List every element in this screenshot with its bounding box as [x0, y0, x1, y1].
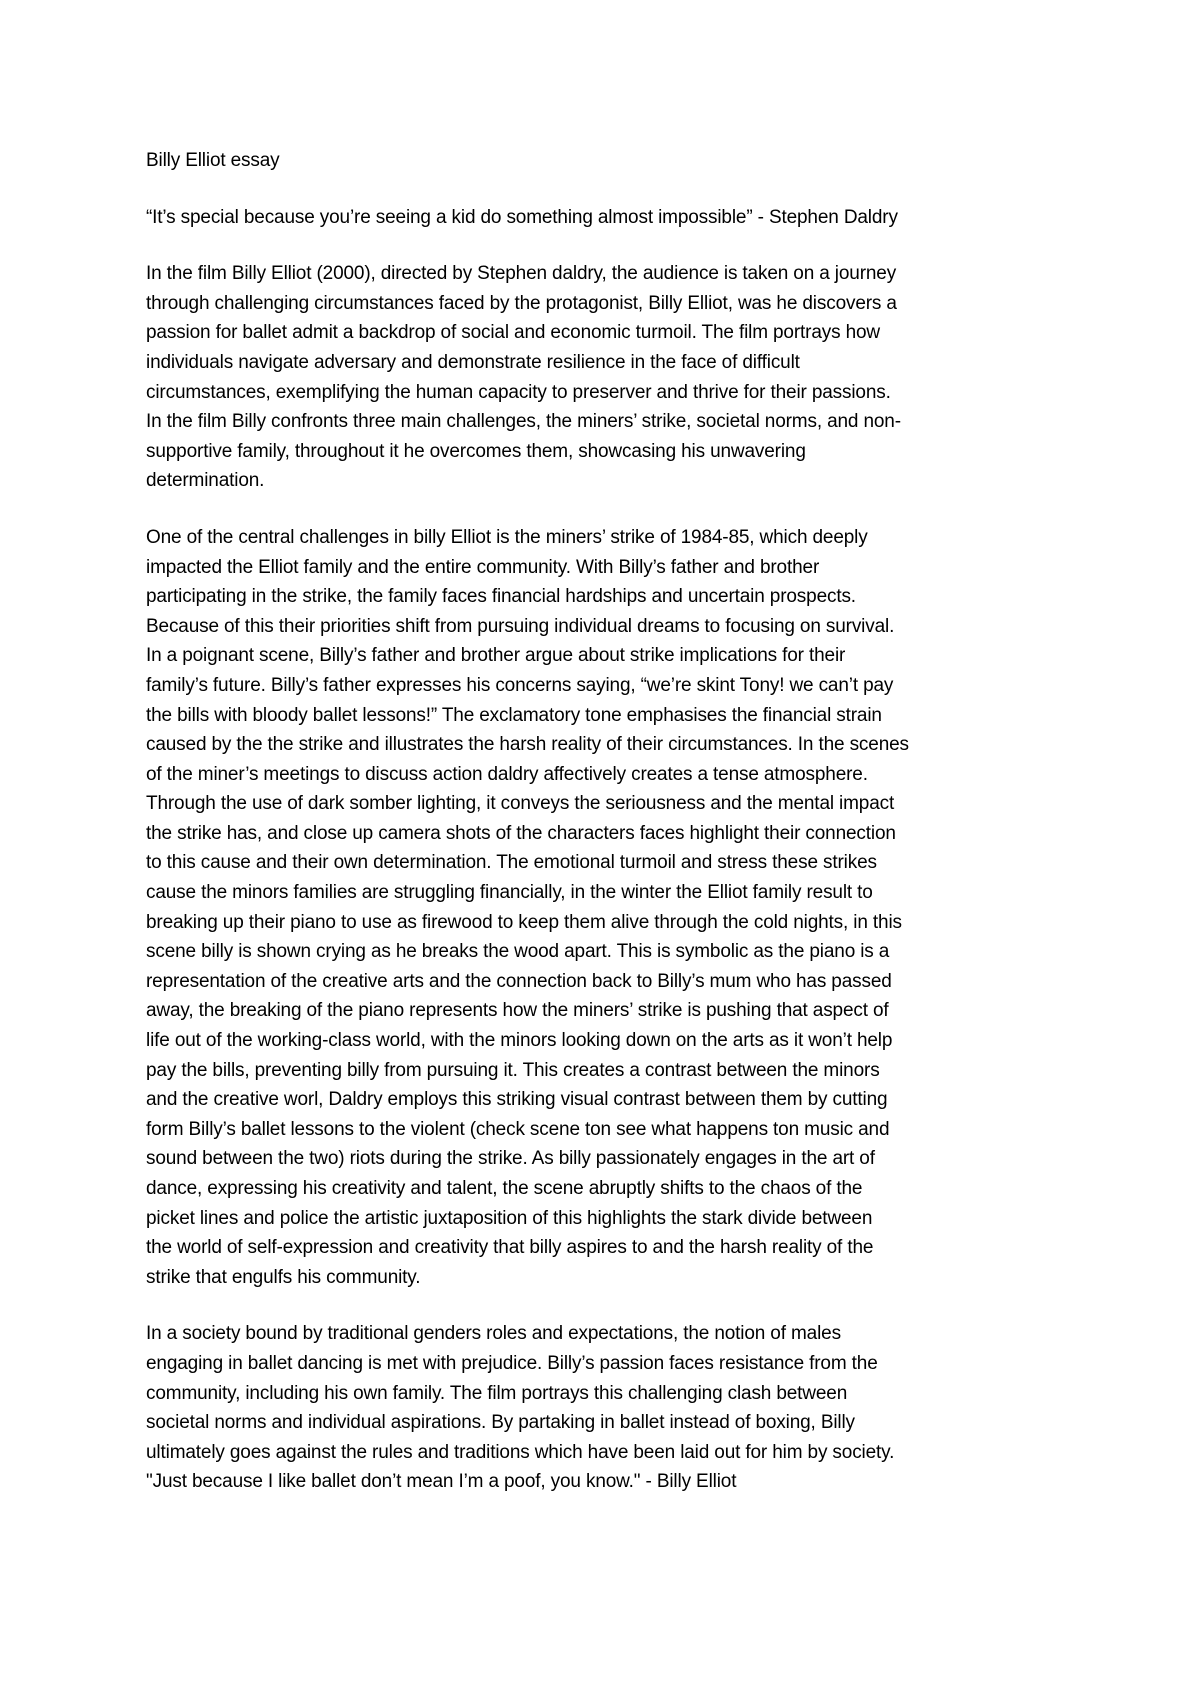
text-line: and the creative worl, Daldry employs this striking visual contrast between them by cutting [146, 1089, 888, 1111]
text-line: dance, expressing his creativity and talent, the scene abruptly shifts to the chaos of the [146, 1178, 863, 1199]
text-line: form Billy’s ballet lessons to the violent (check scene ton see what happens ton music and [146, 1118, 890, 1140]
essay-paragraph [146, 523, 1066, 1292]
text-line: picket lines and police the artistic juxtaposition of this highlights the stark divide between [146, 1207, 873, 1229]
text-line: circumstances, exemplifying the human capacity to preserver and thrive for their passions. [146, 381, 891, 403]
text-line: In a society bound by traditional genders roles and expectations, the notion of males [146, 1323, 841, 1345]
opening-quote: “It’s special because you’re seeing a kid do something almost impossible” - Stephen Daldry [146, 206, 898, 228]
text-line: representation of the creative arts and the connection back to Billy’s mum who has passed [146, 970, 892, 992]
text-line: participating in the strike, the family faces financial hardships and uncertain prospects. [146, 586, 856, 608]
text-line: One of the central challenges in billy Elliot is the miners’ strike of 1984-85, which deeply [146, 526, 868, 548]
text-line: determination. [146, 470, 265, 492]
text-line: of the miner’s meetings to discuss action daldry affectively creates a tense atmosphere. [146, 763, 868, 785]
text-line: In the film Billy Elliot (2000), directed by Stephen daldry, the audience is taken on a journey [146, 263, 897, 285]
text-line: strike that engulfs his community. [146, 1266, 421, 1288]
text-line: engaging in ballet dancing is met with prejudice. Billy’s passion faces resistance from the [146, 1352, 878, 1374]
text-line: the strike has, and close up camera shots of the characters faces highlight their connection [146, 822, 896, 844]
text-line: community, including his own family. The film portrays this challenging clash between [146, 1382, 848, 1404]
text-line: family’s future. Billy’s father expresses his concerns saying, “we’re skint Tony! we can’t pay [146, 674, 894, 696]
text-line: through challenging circumstances faced by the protagonist, Billy Elliot, was he discovers a [146, 292, 897, 314]
text-line: In a poignant scene, Billy’s father and brother argue about strike implications for their [146, 645, 846, 667]
text-line: "Just because I like ballet don’t mean I’m a poof, you know." - Billy Elliot [146, 1471, 737, 1493]
text-line: individuals navigate adversary and demonstrate resilience in the face of difficult [146, 351, 800, 373]
text-line: scene billy is shown crying as he breaks the wood apart. This is symbolic as the piano is a [146, 941, 890, 963]
essay-body [146, 146, 1066, 1497]
text-line: Through the use of dark somber lighting, it conveys the seriousness and the mental impact [146, 793, 895, 815]
text-line: Because of this their priorities shift from pursuing individual dreams to focusing on survival. [146, 615, 895, 637]
text-line: caused by the the strike and illustrates the harsh reality of their circumstances. In the scenes [146, 734, 909, 756]
text-line: the world of self-expression and creativity that billy aspires to and the harsh reality of the [146, 1237, 874, 1259]
text-line: sound between the two) riots during the strike. As billy passionately engages in the art of [146, 1148, 875, 1170]
essay-title: Billy Elliot essay [146, 150, 280, 171]
text-line: ultimately goes against the rules and traditions which have been laid out for him by society. [146, 1441, 895, 1463]
text-line: supportive family, throughout it he overcomes them, showcasing his unwavering [146, 440, 806, 462]
text-line: the bills with bloody ballet lessons!” The exclamatory tone emphasises the financial strain [146, 704, 882, 726]
text-line: In the film Billy confronts three main challenges, the miners’ strike, societal norms, and non- [146, 411, 901, 433]
text-line: pay the bills, preventing billy from pursuing it. This creates a contrast between the minors [146, 1059, 880, 1081]
text-line: to this cause and their own determination. The emotional turmoil and stress these strikes [146, 852, 877, 874]
text-line: societal norms and individual aspirations. By partaking in ballet instead of boxing, Billy [146, 1412, 855, 1434]
essay-paragraph [146, 259, 1066, 496]
text-line: away, the breaking of the piano represents how the miners’ strike is pushing that aspect of [146, 1000, 889, 1022]
essay-paragraph [146, 1319, 1066, 1497]
text-line: life out of the working-class world, with the minors looking down on the arts as it won’t help [146, 1030, 893, 1052]
text-line: passion for ballet admit a backdrop of social and economic turmoil. The film portrays how [146, 322, 880, 344]
text-line: breaking up their piano to use as firewood to keep them alive through the cold nights, in this [146, 911, 902, 933]
text-line: cause the minors families are struggling financially, in the winter the Elliot family result to [146, 882, 873, 904]
text-line: impacted the Elliot family and the entire community. With Billy’s father and brother [146, 556, 820, 578]
